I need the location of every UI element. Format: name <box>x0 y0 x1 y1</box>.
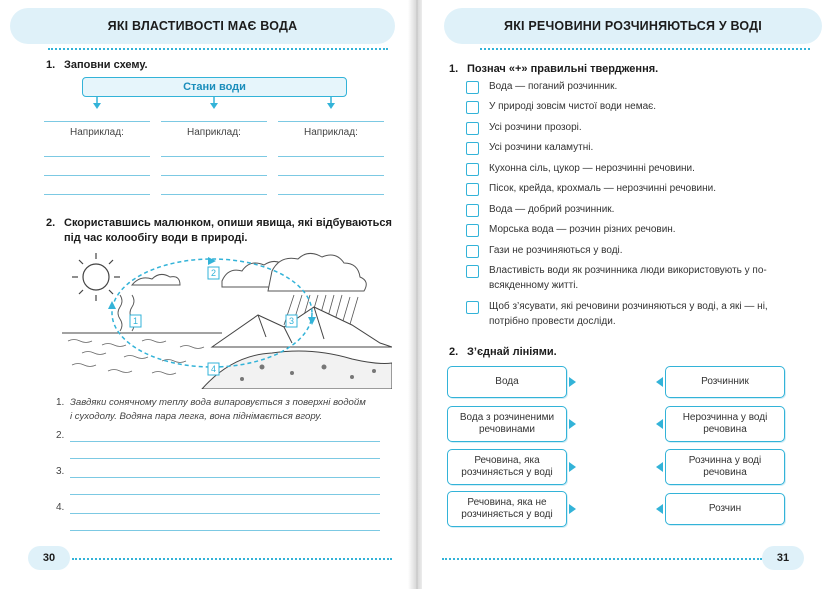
task-2-number: 2. <box>449 346 459 358</box>
example-label-3: Наприклад: <box>304 127 358 138</box>
page-number-left: 30 <box>28 546 70 570</box>
statement-checkbox[interactable] <box>466 122 479 135</box>
answer-4-number: 4. <box>56 502 65 513</box>
match-right-label: Нерозчинна у воді <box>682 412 768 423</box>
task-2-text-line2: під час колообігу води в природі. <box>64 232 248 244</box>
answer-line[interactable] <box>278 175 384 176</box>
statement-text: Кухонна сіль, цукор — нерозчинні речовини. <box>489 163 695 174</box>
match-left-label: Вода <box>495 376 519 387</box>
match-right-label: Розчинна у воді <box>688 455 762 466</box>
sea-waves <box>68 340 204 375</box>
answer-line[interactable] <box>70 458 380 459</box>
connector-arrow-icon <box>569 377 576 387</box>
page-number-right: 31 <box>762 546 804 570</box>
diagram-label-1: 1 <box>133 316 139 326</box>
match-right-label: речовина <box>703 424 747 435</box>
footer-dotted-line <box>72 558 392 560</box>
cloud-shapes <box>132 253 366 291</box>
match-left-label: розчиняється у воді <box>461 509 553 520</box>
statement-checkbox[interactable] <box>466 224 479 237</box>
statement-checkbox[interactable] <box>466 301 479 314</box>
answer-line[interactable] <box>161 121 267 122</box>
statement-text: Гази не розчиняються у воді. <box>489 245 623 256</box>
arrow-up-icon <box>108 301 116 309</box>
connector-arrow-icon <box>656 377 663 387</box>
example-label-2: Наприклад: <box>187 127 241 138</box>
sun-icon <box>72 253 120 301</box>
match-left-box-3[interactable] <box>447 449 567 485</box>
match-left-box-1[interactable] <box>447 366 567 398</box>
match-right-label: Розчин <box>708 503 742 514</box>
answer-line[interactable] <box>278 156 384 157</box>
right-page <box>422 0 832 589</box>
match-left-label: Вода з розчиненими <box>459 412 555 423</box>
arrow-right-icon <box>208 257 216 265</box>
answer-1-text-line1: Завдяки сонячному теплу вода випаровується з поверхні водойм <box>70 397 366 408</box>
answer-line[interactable] <box>70 530 380 531</box>
answer-line[interactable] <box>70 441 380 442</box>
task-2-number: 2. <box>46 217 56 229</box>
right-page-title: ЯКІ РЕЧОВИНИ РОЗЧИНЯЮТЬСЯ У ВОДІ <box>444 8 822 44</box>
task-1-text: Познач «+» правильні твердження. <box>467 63 659 75</box>
connector-arrow-icon <box>569 419 576 429</box>
statement-text: потрібно провести досліди. <box>489 316 616 327</box>
statement-checkbox[interactable] <box>466 204 479 217</box>
statement-checkbox[interactable] <box>466 183 479 196</box>
connector-arrow-icon <box>569 462 576 472</box>
answer-line[interactable] <box>161 175 267 176</box>
answer-line[interactable] <box>44 156 150 157</box>
match-right-box-3[interactable] <box>665 449 785 485</box>
answer-line[interactable] <box>278 121 384 122</box>
example-label-1: Наприклад: <box>70 127 124 138</box>
answer-3-number: 3. <box>56 466 65 477</box>
answer-1-text-line2: і суходолу. Водяна пара легка, вона піднімається вгору. <box>70 411 323 422</box>
statement-text: Морська вода — розчин різних речовин. <box>489 224 676 235</box>
answer-line[interactable] <box>44 194 150 195</box>
match-left-label: речовинами <box>478 424 535 435</box>
task-1-number: 1. <box>449 63 459 75</box>
match-right-label: Розчинник <box>701 376 749 387</box>
answer-line[interactable] <box>44 175 150 176</box>
answer-line[interactable] <box>44 121 150 122</box>
statement-text: Пісок, крейда, крохмаль — нерозчинні речовини. <box>489 183 717 194</box>
task-1-number: 1. <box>46 59 56 71</box>
task-1-text: Заповни схему. <box>64 59 148 71</box>
match-left-label: розчиняється у воді <box>461 467 553 478</box>
answer-2-number: 2. <box>56 430 65 441</box>
match-right-label: речовина <box>703 467 747 478</box>
match-left-box-4[interactable] <box>447 491 567 527</box>
footer-dotted-line <box>442 558 762 560</box>
diagram-label-3: 3 <box>289 316 295 326</box>
mountain-shapes <box>212 307 392 347</box>
statement-text: Щоб з’ясувати, які речовини розчиняються у воді, а які — ні, <box>489 301 768 312</box>
task-2-text: З’єднай лініями. <box>467 346 557 358</box>
diagram-label-2: 2 <box>211 268 217 278</box>
answer-line[interactable] <box>70 494 380 495</box>
connector-arrow-icon <box>656 462 663 472</box>
left-page-title: ЯКІ ВЛАСТИВОСТІ МАЄ ВОДА <box>10 8 395 44</box>
statement-checkbox[interactable] <box>466 142 479 155</box>
scheme-arrows <box>0 0 412 130</box>
match-right-box-2[interactable] <box>665 406 785 442</box>
statement-checkbox[interactable] <box>466 245 479 258</box>
statement-text: Усі розчини каламутні. <box>489 142 594 153</box>
answer-line[interactable] <box>70 477 380 478</box>
statement-checkbox[interactable] <box>466 81 479 94</box>
statement-text: Вода — добрий розчинник. <box>489 204 615 215</box>
connector-arrow-icon <box>656 419 663 429</box>
match-right-box-4[interactable] <box>665 493 785 525</box>
connector-arrow-icon <box>569 504 576 514</box>
match-left-box-2[interactable] <box>447 406 567 442</box>
answer-line[interactable] <box>161 156 267 157</box>
statement-checkbox[interactable] <box>466 101 479 114</box>
statement-checkbox[interactable] <box>466 265 479 278</box>
statement-text: Вода — поганий розчинник. <box>489 81 618 92</box>
task-2-text-line1: Скориставшись малюнком, опиши явища, які відбуваються <box>64 217 392 229</box>
left-page <box>0 0 412 589</box>
water-cycle-illustration <box>62 247 392 389</box>
scheme-box-water-states: Стани води <box>82 77 347 97</box>
statement-text: Властивість води як розчинника люди використовують у по- <box>489 265 767 276</box>
answer-line[interactable] <box>70 513 380 514</box>
match-left-label: Речовина, яка не <box>467 497 547 508</box>
statement-checkbox[interactable] <box>466 163 479 176</box>
statement-text: Усі розчини прозорі. <box>489 122 582 133</box>
answer-line[interactable] <box>161 194 267 195</box>
match-right-box-1[interactable] <box>665 366 785 398</box>
diagram-label-4: 4 <box>211 364 217 374</box>
match-left-label: Речовина, яка <box>474 455 540 466</box>
title-dotted-line <box>480 48 810 50</box>
statement-text: всякденному житті. <box>489 280 579 291</box>
answer-1-number: 1. <box>56 397 65 408</box>
statement-text: У природі зовсім чистої води немає. <box>489 101 657 112</box>
connector-arrow-icon <box>656 504 663 514</box>
answer-line[interactable] <box>278 194 384 195</box>
